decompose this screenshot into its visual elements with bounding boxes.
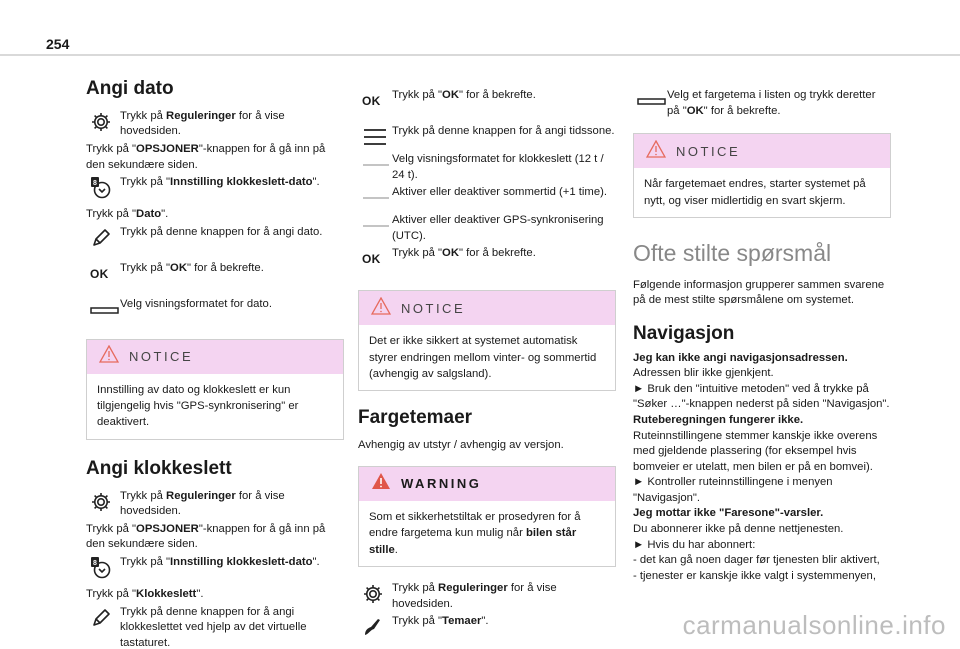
section-title-themes: Fargetemaer xyxy=(358,407,473,429)
step-themes: Trykk på "Temaer". xyxy=(358,614,616,640)
step-setting-time-date-2: 8 Trykk på "Innstilling klokkeslett-dato". xyxy=(86,555,344,581)
column-1 xyxy=(86,78,344,649)
step-select-theme: Velg et fargetema i listen og trykk deretter på "OK" for å bekrefte. xyxy=(633,88,891,119)
notice-box-time xyxy=(358,290,616,391)
ok-icon: OK xyxy=(362,94,381,108)
svg-text:8: 8 xyxy=(93,559,97,567)
line-icon xyxy=(362,185,396,211)
step-time-format: Velg visningsformatet for klokkeslett (12 t / 24 t). xyxy=(358,152,616,183)
step-settings: Trykk på Reguleringer for å vise hovedsiden. xyxy=(86,109,344,140)
faq-intro: Følgende informasjon grupperer sammen svarene på de mest stilte spørsmålene om systemet. xyxy=(633,278,885,307)
toggle-icon xyxy=(90,297,124,323)
notice-body: Når fargetemaet endres, starter systemet på nytt, og viser midlertidig en svart skjerm. xyxy=(644,178,866,207)
faq-question-3: Jeg mottar ikke "Faresone"-varsler. xyxy=(633,507,824,520)
notice-box-date xyxy=(86,339,344,440)
warning-triangle-icon xyxy=(646,140,666,163)
step-confirm-date: OK Trykk på "OK" for å bekrefte. xyxy=(86,261,344,287)
ok-icon: OK xyxy=(362,252,381,267)
gear-icon xyxy=(90,489,124,515)
step-options-2: Trykk på "OPSJONER"-knappen for å gå inn på den sekundære siden. xyxy=(86,522,326,551)
step-gps-sync: Aktiver eller deaktiver GPS-synkronisering (UTC). xyxy=(358,213,616,244)
faq-answer-3: Du abonnerer ikke på denne nettjenesten. xyxy=(633,523,844,536)
faq-action-3: ► Hvis du har abonnert: xyxy=(633,538,756,551)
step-confirm-time-2: OK Trykk på "OK" for å bekrefte. xyxy=(358,246,616,272)
page-number: 254 xyxy=(46,36,70,52)
step-options: Trykk på "OPSJONER"-knappen for å gå inn på den sekundære siden. xyxy=(86,142,326,171)
watermark: carmanualsonline.info xyxy=(682,610,946,640)
step-confirm-time: OK Trykk på "OK" for å bekrefte. xyxy=(358,88,616,114)
faq-action-2: ► Kontroller ruteinnstillingene i menyen "Navigasjon". xyxy=(633,476,833,504)
warning-triangle-icon xyxy=(371,472,391,495)
palette-icon xyxy=(362,614,396,640)
warning-body: Som et sikkerhetstiltak er prosedyren for å endre fargetema kun mulig når bilen står stille. xyxy=(369,510,581,556)
notice-title: NOTICE xyxy=(129,349,194,365)
toggle-icon xyxy=(637,88,671,114)
step-timezone: Trykk på denne knappen for å angi tidssone. xyxy=(358,124,616,150)
section-title-time: Angi klokkeslett xyxy=(86,457,232,479)
opsjoner-icon xyxy=(90,555,124,581)
notice-body: Det er ikke sikkert at systemet automatisk styrer endringen mellom vinter- og sommertid (avhengig av salgsland). xyxy=(369,335,597,381)
step-settings-2: Trykk på Reguleringer for å vise hovedsiden. xyxy=(86,489,344,520)
warning-title: WARNING xyxy=(401,476,482,492)
faq-detail-3b: - tjenester er kanskje ikke valgt i systemmenyen, xyxy=(633,569,876,582)
column-3 xyxy=(633,86,891,584)
menu-icon xyxy=(362,124,396,150)
notice-box-theme xyxy=(633,133,891,218)
warning-box xyxy=(358,466,616,567)
step-set-date: Trykk på denne knappen for å angi dato. xyxy=(86,225,344,251)
warning-triangle-icon xyxy=(371,297,391,320)
step-date: Trykk på "Dato". xyxy=(86,208,169,221)
notice-body: Innstilling av dato og klokkeslett er kun tilgjengelig hvis "GPS-synkronisering" er deaktivert. xyxy=(97,383,299,429)
warning-triangle-icon xyxy=(99,345,119,368)
notice-title: NOTICE xyxy=(676,143,741,159)
faq-answer-2: Ruteinnstillingene stemmer kanskje ikke overens med gjeldende plassering (for eksempel hvis bomveier er utelatt, men bilen er på en bomvei). xyxy=(633,429,878,473)
top-rule xyxy=(0,54,960,56)
step-set-time: Trykk på denne knappen for å angi klokkeslettet ved hjelp av det virtuelle tastaturet. xyxy=(86,605,344,649)
step-setting-time-date: 8 Trykk på "Innstilling klokkeslett-dato". xyxy=(86,175,344,201)
pencil-icon xyxy=(90,225,124,251)
step-settings-3: Trykk på Reguleringer for å vise hovedsiden. xyxy=(358,581,616,612)
gear-icon xyxy=(90,109,124,135)
svg-text:8: 8 xyxy=(93,180,97,188)
navigation-title: Navigasjon xyxy=(633,322,735,344)
step-date-format: Velg visningsformatet for dato. xyxy=(86,297,344,323)
line-icon xyxy=(362,152,396,178)
themes-intro: Avhengig av utstyr / avhengig av versjon. xyxy=(358,439,564,452)
faq-detail-3a: - det kan gå noen dager før tjenesten blir aktivert, xyxy=(633,554,880,567)
step-time: Trykk på "Klokkeslett". xyxy=(86,587,204,600)
column-2 xyxy=(358,86,616,642)
faq-question-2: Ruteberegningen fungerer ikke. xyxy=(633,413,804,426)
line-icon xyxy=(362,213,396,239)
faq-title: Ofte stilte spørsmål xyxy=(633,239,832,266)
notice-title: NOTICE xyxy=(401,300,466,316)
section-title-date: Angi dato xyxy=(86,78,174,99)
ok-icon: OK xyxy=(90,266,109,281)
faq-action-1: ► Bruk den "intuitive metoden" ved å trykke på "Søker …"-knappen nederst på siden "Navigasjon". xyxy=(633,382,890,411)
opsjoner-icon xyxy=(90,175,124,201)
faq-question-1: Jeg kan ikke angi navigasjonsadressen. xyxy=(633,351,848,364)
faq-answer-1: Adressen blir ikke gjenkjent. xyxy=(633,367,774,380)
pencil-icon xyxy=(90,605,124,631)
step-summer-time: Aktiver eller deaktiver sommertid (+1 time). xyxy=(358,185,616,211)
gear-icon xyxy=(362,581,396,607)
